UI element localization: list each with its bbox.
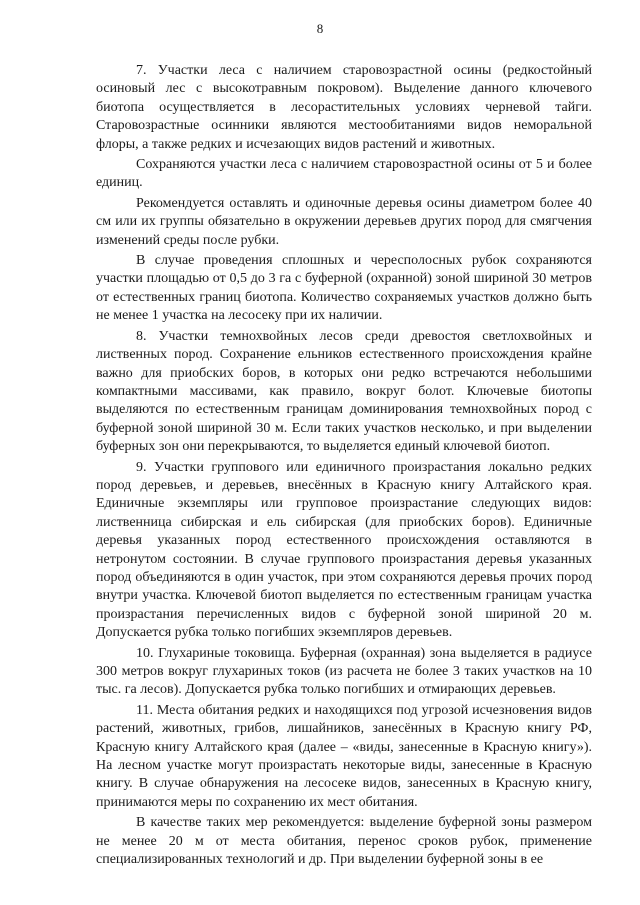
- paragraph-item-7: 7. Участки леса с наличием старовозрастной осины (редкостойный осиновый лес с высокотравным покровом). Выделение данного ключевого биотопа осуществляется в лесорастительных условиях черневой тайги. Старовозрастные осинники являются местообитаниями видов неморальной флоры, а также редких и исчезающих видов растений и животных.: [96, 63, 592, 152]
- paragraph-preserve-aspen: Сохраняются участки леса с наличием старовозрастной осины от 5 и более единиц.: [96, 157, 592, 191]
- body-text: [96, 62, 592, 871]
- paragraph-item-11: 11. Места обитания редких и находящихся под угрозой исчезновения видов растений, животных, грибов, лишайников, занесённых в Красную книгу РФ, Красную книгу Алтайского края (далее – «виды, занесенные в Красную книгу»). На лесном участке могут произрастать некоторые виды, занесенные в Красную книгу. В случае обнаружения на лесосеке видов, занесенных в Красную книгу, принимаются меры по сохранению их мест обитания.: [96, 702, 592, 810]
- paragraph-measures: В качестве таких мер рекомендуется: выделение буферной зоны размером не менее 20 м от места обитания, перенос сроков рубок, применение специализированных технологий и др. При выделении буферной зоны в ее: [96, 815, 592, 868]
- paragraph-item-8: 8. Участки темнохвойных лесов среди древостоя светлохвойных и лиственных пород. Сохранение ельников естественного происхождения крайне важно для приобских боров, в которых они редко встречаются небольшими компактными массивами, как правило, вокруг болот. Ключевые биотопы выделяются по естественным границам доминирования темнохвойных пород с буферной зоной шириной 30 м. Если таких участков несколько, и при выделении буферных зон они перекрываются, то выделяется единый ключевой биотоп.: [96, 328, 592, 455]
- page-number: 8: [316, 21, 324, 36]
- paragraph-item-10: 10. Глухариные токовища. Буферная (охранная) зона выделяется в радиусе 300 метров вокруг глухариных токов (из расчета не более 3 таких участков на 10 тыс. га лесов). Допускается рубка только погибших и отмирающих деревьев.: [96, 645, 592, 698]
- paragraph-recommendation: Рекомендуется оставлять и одиночные деревья осины диаметром более 40 см или их группы обязательно в окружении деревьев других пород для смягчения изменений среды после рубки.: [96, 195, 592, 248]
- paragraph-item-9: 9. Участки группового или единичного произрастания локально редких пород деревьев, и деревьев, внесённых в Красную книгу Алтайского края. Единичные экземпляры или групповое произрастание следующих видов: лиственница сибирская и ель сибирская (для приобских боров). Единичные деревья указанных пород естественного происхождения оставляются в нетронутом состоянии. В случае группового произрастания деревья указанных пород объединяются в один участок, при этом сохраняются деревья прочих пород внутри участка. Ключевой биотоп выделяется по естественным границам участка произрастания перечисленных видов с буферной зоной шириной 20 м. Допускается рубка только погибших экземпляров деревьев.: [96, 459, 592, 641]
- paragraph-clear-cutting: В случае проведения сплошных и чересполосных рубок сохраняются участки площадью от 0,5 до 3 га с буферной (охранной) зоной шириной 30 метров от естественных границ биотопа. Количество сохраняемых участков должно быть не менее 1 участка на лесосеку при их наличии.: [96, 253, 592, 324]
